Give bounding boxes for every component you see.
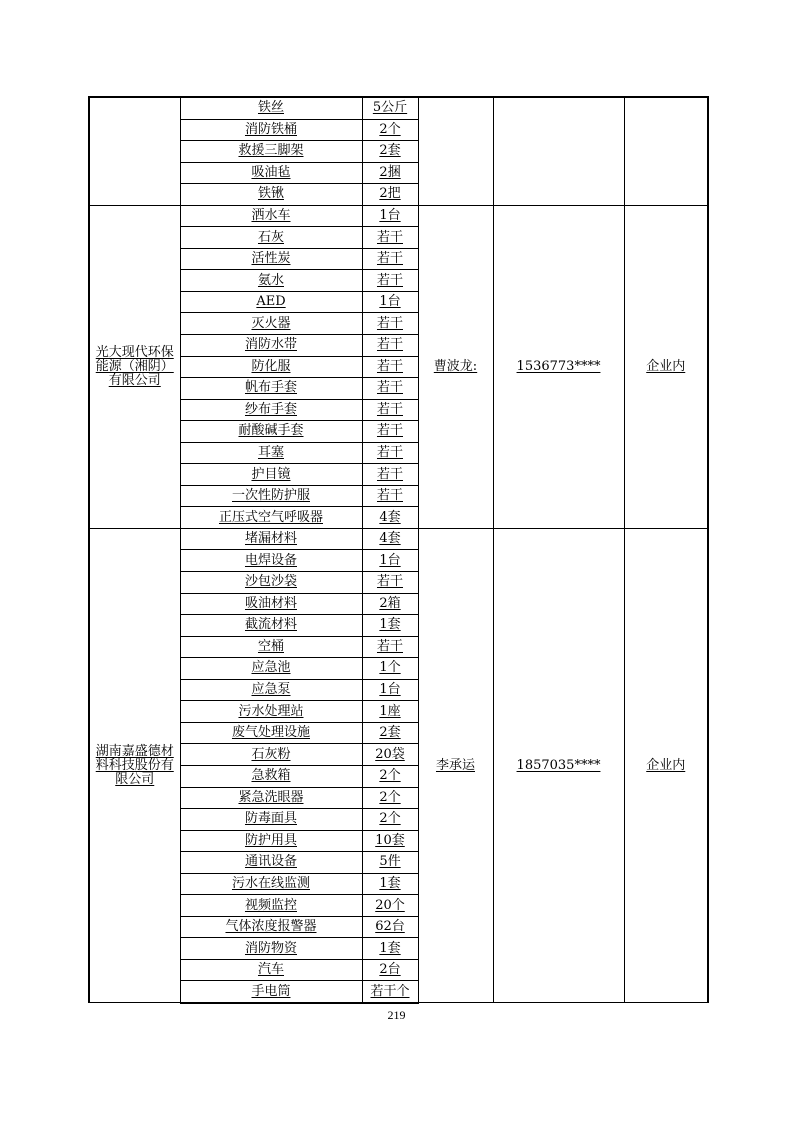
item-quantity-cell: 若干 <box>362 227 418 249</box>
item-name-cell: 铁丝 <box>180 97 362 119</box>
item-quantity-cell: 若干 <box>362 485 418 507</box>
item-quantity-cell: 若干 <box>362 313 418 335</box>
item-name-cell: 急救箱 <box>180 765 362 787</box>
item-quantity-cell: 5件 <box>362 852 418 874</box>
item-quantity-cell: 若干 <box>362 399 418 421</box>
company-name-cell: 湖南嘉盛德材料科技股份有限公司 <box>89 528 180 1003</box>
item-name-cell: 汽车 <box>180 959 362 981</box>
item-quantity-cell: 若干 <box>362 248 418 270</box>
item-name-cell: AED <box>180 291 362 313</box>
item-quantity-cell: 若干 <box>362 442 418 464</box>
item-quantity-cell: 1套 <box>362 615 418 637</box>
page-number: 219 <box>387 1008 406 1022</box>
item-quantity-cell: 2个 <box>362 119 418 141</box>
item-name-cell: 灭火器 <box>180 313 362 335</box>
item-quantity-cell: 若干 <box>362 636 418 658</box>
item-name-cell: 防化服 <box>180 356 362 378</box>
item-name-cell: 护目镜 <box>180 464 362 486</box>
item-quantity-cell: 62台 <box>362 916 418 938</box>
contact-person-cell: 李承运 <box>418 528 493 1003</box>
item-name-cell: 一次性防护服 <box>180 485 362 507</box>
contact-person-cell: 曹波龙: <box>418 205 493 528</box>
storage-location-cell <box>624 97 708 205</box>
item-name-cell: 污水在线监测 <box>180 873 362 895</box>
item-name-cell: 吸油毡 <box>180 162 362 184</box>
item-name-cell: 活性炭 <box>180 248 362 270</box>
item-name-cell: 消防铁桶 <box>180 119 362 141</box>
table-row <box>89 528 708 550</box>
item-quantity-cell: 2套 <box>362 722 418 744</box>
item-name-cell: 空桶 <box>180 636 362 658</box>
item-name-cell: 消防物资 <box>180 938 362 960</box>
item-quantity-cell: 2个 <box>362 765 418 787</box>
item-name-cell: 电焊设备 <box>180 550 362 572</box>
item-quantity-cell: 5公斤 <box>362 97 418 119</box>
item-name-cell: 洒水车 <box>180 205 362 227</box>
item-name-cell: 堵漏材料 <box>180 528 362 550</box>
item-name-cell: 截流材料 <box>180 615 362 637</box>
item-name-cell: 救援三脚架 <box>180 141 362 163</box>
item-quantity-cell: 若干 <box>362 378 418 400</box>
item-name-cell: 耳塞 <box>180 442 362 464</box>
item-quantity-cell: 若干 <box>362 270 418 292</box>
item-name-cell: 吸油材料 <box>180 593 362 615</box>
emergency-supplies-table <box>88 96 709 1004</box>
phone-number-cell <box>493 97 624 205</box>
item-quantity-cell: 2个 <box>362 809 418 831</box>
item-name-cell: 耐酸碱手套 <box>180 421 362 443</box>
company-name-cell: 光大现代环保能源（湘阴）有限公司 <box>89 205 180 528</box>
item-quantity-cell: 2个 <box>362 787 418 809</box>
item-name-cell: 石灰 <box>180 227 362 249</box>
table-row <box>89 97 708 119</box>
item-name-cell: 纱布手套 <box>180 399 362 421</box>
item-quantity-cell: 2套 <box>362 141 418 163</box>
item-name-cell: 手电筒 <box>180 981 362 1003</box>
item-quantity-cell: 10套 <box>362 830 418 852</box>
storage-location-cell: 企业内 <box>624 528 708 1003</box>
item-quantity-cell: 2箱 <box>362 593 418 615</box>
item-name-cell: 消防水带 <box>180 335 362 357</box>
item-quantity-cell: 2把 <box>362 184 418 206</box>
item-name-cell: 通讯设备 <box>180 852 362 874</box>
item-name-cell: 沙包沙袋 <box>180 572 362 594</box>
item-quantity-cell: 若干 <box>362 335 418 357</box>
contact-person-cell <box>418 97 493 205</box>
item-quantity-cell: 1台 <box>362 550 418 572</box>
item-quantity-cell: 1台 <box>362 291 418 313</box>
item-quantity-cell: 若干 <box>362 421 418 443</box>
item-name-cell: 防毒面具 <box>180 809 362 831</box>
item-name-cell: 防护用具 <box>180 830 362 852</box>
item-quantity-cell: 1个 <box>362 658 418 680</box>
phone-number-cell: 1857035**** <box>493 528 624 1003</box>
item-quantity-cell: 1台 <box>362 679 418 701</box>
item-quantity-cell: 20个 <box>362 895 418 917</box>
item-name-cell: 应急池 <box>180 658 362 680</box>
item-quantity-cell: 1套 <box>362 873 418 895</box>
item-name-cell: 废气处理设施 <box>180 722 362 744</box>
item-quantity-cell: 若干个 <box>362 981 418 1003</box>
item-quantity-cell: 若干 <box>362 356 418 378</box>
item-name-cell: 铁锹 <box>180 184 362 206</box>
item-name-cell: 帆布手套 <box>180 378 362 400</box>
item-name-cell: 正压式空气呼吸器 <box>180 507 362 529</box>
item-name-cell: 应急泵 <box>180 679 362 701</box>
item-quantity-cell: 4套 <box>362 528 418 550</box>
item-name-cell: 气体浓度报警器 <box>180 916 362 938</box>
company-name-cell <box>89 97 180 205</box>
item-quantity-cell: 2台 <box>362 959 418 981</box>
item-name-cell: 视频监控 <box>180 895 362 917</box>
table-row <box>89 205 708 227</box>
storage-location-cell: 企业内 <box>624 205 708 528</box>
item-name-cell: 紧急洗眼器 <box>180 787 362 809</box>
item-quantity-cell: 2捆 <box>362 162 418 184</box>
item-name-cell: 石灰粉 <box>180 744 362 766</box>
item-name-cell: 污水处理站 <box>180 701 362 723</box>
item-name-cell: 氨水 <box>180 270 362 292</box>
item-quantity-cell: 1台 <box>362 205 418 227</box>
item-quantity-cell: 若干 <box>362 464 418 486</box>
item-quantity-cell: 若干 <box>362 572 418 594</box>
item-quantity-cell: 1座 <box>362 701 418 723</box>
item-quantity-cell: 20袋 <box>362 744 418 766</box>
phone-number-cell: 1536773**** <box>493 205 624 528</box>
item-quantity-cell: 1套 <box>362 938 418 960</box>
item-quantity-cell: 4套 <box>362 507 418 529</box>
